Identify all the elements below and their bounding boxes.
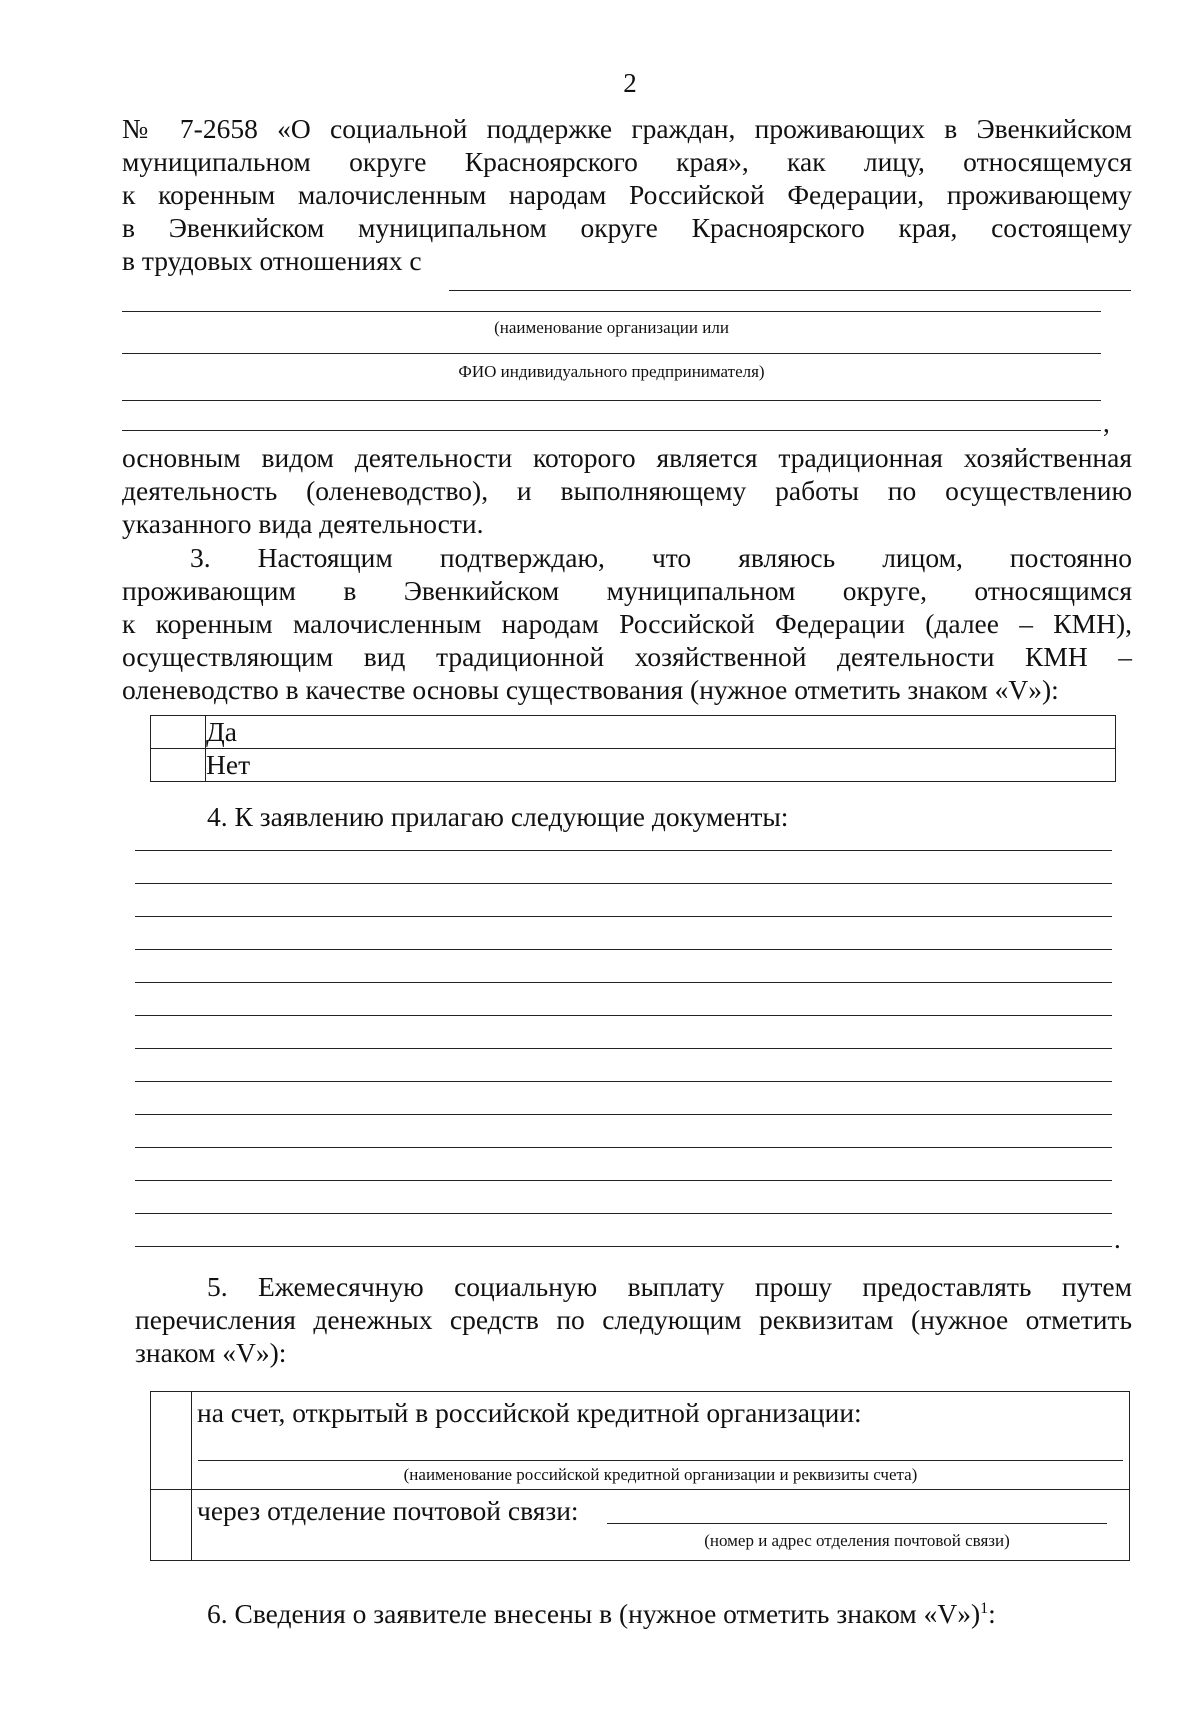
document-line[interactable] [135, 1213, 1112, 1214]
item-3-line: осуществляющим вид традиционной хозяйственной деятельности КМН – [122, 641, 1132, 672]
intro-line: к коренным малочисленным народам Российской Федерации, проживающему [122, 179, 1132, 210]
intro-line: муниципальном округе Красноярского края», как лицу, относящемуся [122, 146, 1132, 177]
intro-line-last: в трудовых отношениях с [122, 245, 422, 276]
bank-details-caption: (наименование российской кредитной организации и реквизиты счета) [403, 1465, 918, 1484]
document-line[interactable] [135, 1081, 1112, 1082]
post-office-line[interactable] [607, 1523, 1107, 1524]
item-6-colon: : [988, 1598, 996, 1630]
employer-input-line[interactable] [122, 400, 1101, 401]
document-line[interactable] [135, 1114, 1112, 1115]
item-5-line-last: знаком «V»): [135, 1337, 287, 1368]
bank-option-cell [192, 1392, 1130, 1490]
activity-line: основным видом деятельности которого является традиционная хозяйственная [122, 442, 1132, 473]
document-line[interactable] [135, 883, 1112, 884]
option-no-label: Нет [206, 749, 1116, 782]
item-5-line: перечисления денежных средств по следующим реквизитам (нужное отметить [135, 1304, 1132, 1335]
activity-line-last: указанного вида деятельности. [122, 508, 484, 539]
checkbox-yes[interactable] [151, 716, 206, 749]
checkbox-bank[interactable] [151, 1392, 192, 1490]
employer-input-line[interactable] [122, 430, 1101, 431]
post-option-label: через отделение почтовой связи: [197, 1495, 579, 1526]
intro-line: № 7-2658 «О социальной поддержке граждан, проживающих в Эвенкийском [122, 113, 1132, 144]
document-line[interactable] [135, 916, 1112, 917]
item-6-heading [207, 1592, 1147, 1630]
item-3-line: проживающим в Эвенкийском муниципальном округе, относящимся [122, 575, 1132, 606]
intro-line: в Эвенкийском муниципальном округе Красноярского края, состоящему [122, 212, 1132, 243]
document-line[interactable] [135, 1048, 1112, 1049]
bank-details-line[interactable] [198, 1460, 1123, 1461]
document-line[interactable] [135, 1015, 1112, 1016]
item-5-line: 5. Ежемесячную социальную выплату прошу предоставлять путем [207, 1271, 1132, 1302]
option-yes-label: Да [206, 716, 1116, 749]
residency-choice-table [150, 715, 1116, 782]
employer-input-line[interactable] [449, 290, 1131, 291]
payment-method-table [150, 1391, 1130, 1561]
intro-paragraph [122, 112, 1132, 277]
period: . [1114, 1224, 1121, 1254]
item-5-paragraph [135, 1270, 1132, 1369]
activity-line: деятельность (оленеводство), и выполняющему работы по осуществлению [122, 475, 1132, 506]
document-line[interactable] [135, 1147, 1112, 1148]
document-line[interactable] [135, 1246, 1112, 1247]
caption-entrepreneur: ФИО индивидуального предпринимателя) [458, 362, 765, 381]
post-office-caption: (номер и адрес отделения почтовой связи) [704, 1531, 1010, 1550]
checkbox-post[interactable] [151, 1490, 192, 1561]
comma: , [1103, 408, 1110, 438]
item-3-line: 3. Настоящим подтверждаю, что являюсь лицом, постоянно [190, 542, 1132, 573]
item-4-heading: 4. К заявлению прилагаю следующие документы: [207, 801, 789, 832]
document-line[interactable] [135, 850, 1112, 851]
employer-input-line[interactable] [122, 311, 1101, 312]
document-line[interactable] [135, 949, 1112, 950]
checkbox-no[interactable] [151, 749, 206, 782]
caption-organization: (наименование организации или [494, 318, 729, 337]
employer-input-line[interactable] [122, 353, 1101, 354]
post-option-cell [192, 1490, 1130, 1561]
page-number: 2 [623, 68, 637, 98]
bank-option-label: на счет, открытый в российской кредитной организации: [197, 1397, 862, 1428]
item-3-line: к коренным малочисленным народам Российской Федерации (далее – КМН), [122, 608, 1132, 639]
item-3-line-last: оленеводство в качестве основы существования (нужное отметить знаком «V»): [122, 674, 1059, 705]
document-line[interactable] [135, 982, 1112, 983]
footnote-mark: 1 [980, 1600, 989, 1617]
activity-paragraph [122, 441, 1132, 540]
item-3-paragraph [122, 541, 1132, 706]
item-6-text: 6. Сведения о заявителе внесены в (нужное отметить знаком «V») [207, 1598, 981, 1630]
document-line[interactable] [135, 1180, 1112, 1181]
